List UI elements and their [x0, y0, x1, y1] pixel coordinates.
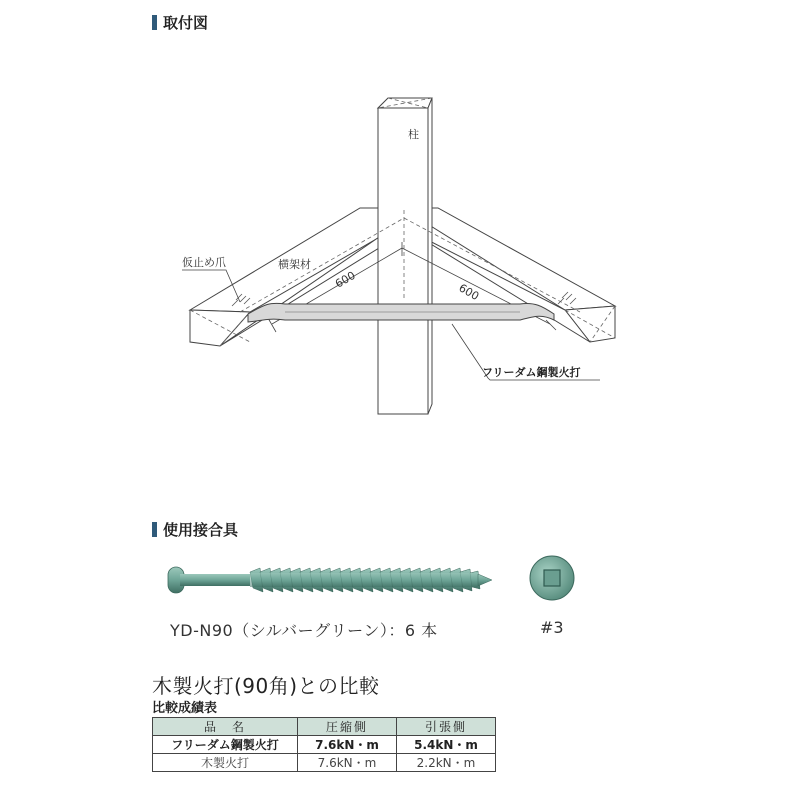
table-caption: 比較成績表: [152, 701, 218, 716]
table-cell: 木製火打: [153, 754, 298, 772]
drive-head-icon: [530, 556, 574, 600]
screw-illustration: [160, 555, 600, 611]
table-row: [153, 754, 496, 772]
table-cell: 7.6kN・m: [298, 754, 397, 772]
post-side-face: [428, 98, 432, 414]
table-cell: 5.4kN・m: [397, 736, 496, 754]
header-compression: 圧縮側: [298, 718, 397, 736]
claw-label: 仮止め爪: [182, 256, 226, 269]
post: [378, 108, 428, 414]
right-beam-top-face: [402, 208, 615, 310]
screw-icon: [168, 567, 492, 593]
header-name: 品 名: [153, 718, 298, 736]
table-header-row: [153, 718, 496, 736]
table-cell: 2.2kN・m: [397, 754, 496, 772]
left-beam-end-face: [190, 310, 250, 346]
dimension-label-right: 600: [456, 281, 482, 304]
dimension-label-left: 600: [333, 268, 358, 291]
beam-label: 横架材: [278, 258, 311, 271]
installation-diagram: [170, 80, 630, 440]
drive-caption: #3: [540, 618, 564, 637]
table-cell: 7.6kN・m: [298, 736, 397, 754]
comparison-title: 木製火打(90角)との比較: [152, 674, 380, 698]
table-row: [153, 736, 496, 754]
table-cell: フリーダム鋼製火打: [153, 736, 298, 754]
section-heading-parts: [152, 519, 238, 540]
heading-bar-icon: [152, 15, 157, 30]
heading-bar-icon: [152, 522, 157, 537]
section-heading-mount: [152, 12, 208, 33]
section-heading-mount-text: 取付図: [163, 14, 209, 32]
comparison-table: [152, 717, 496, 772]
steel-brace: [248, 303, 554, 322]
post-label: 柱: [408, 128, 419, 141]
screw-caption: YD-N90（シルバーグリーン）：6 本: [170, 621, 438, 640]
section-heading-parts-text: 使用接合具: [163, 521, 239, 539]
brace-label: フリーダム鋼製火打: [482, 366, 581, 379]
header-tension: 引張側: [397, 718, 496, 736]
